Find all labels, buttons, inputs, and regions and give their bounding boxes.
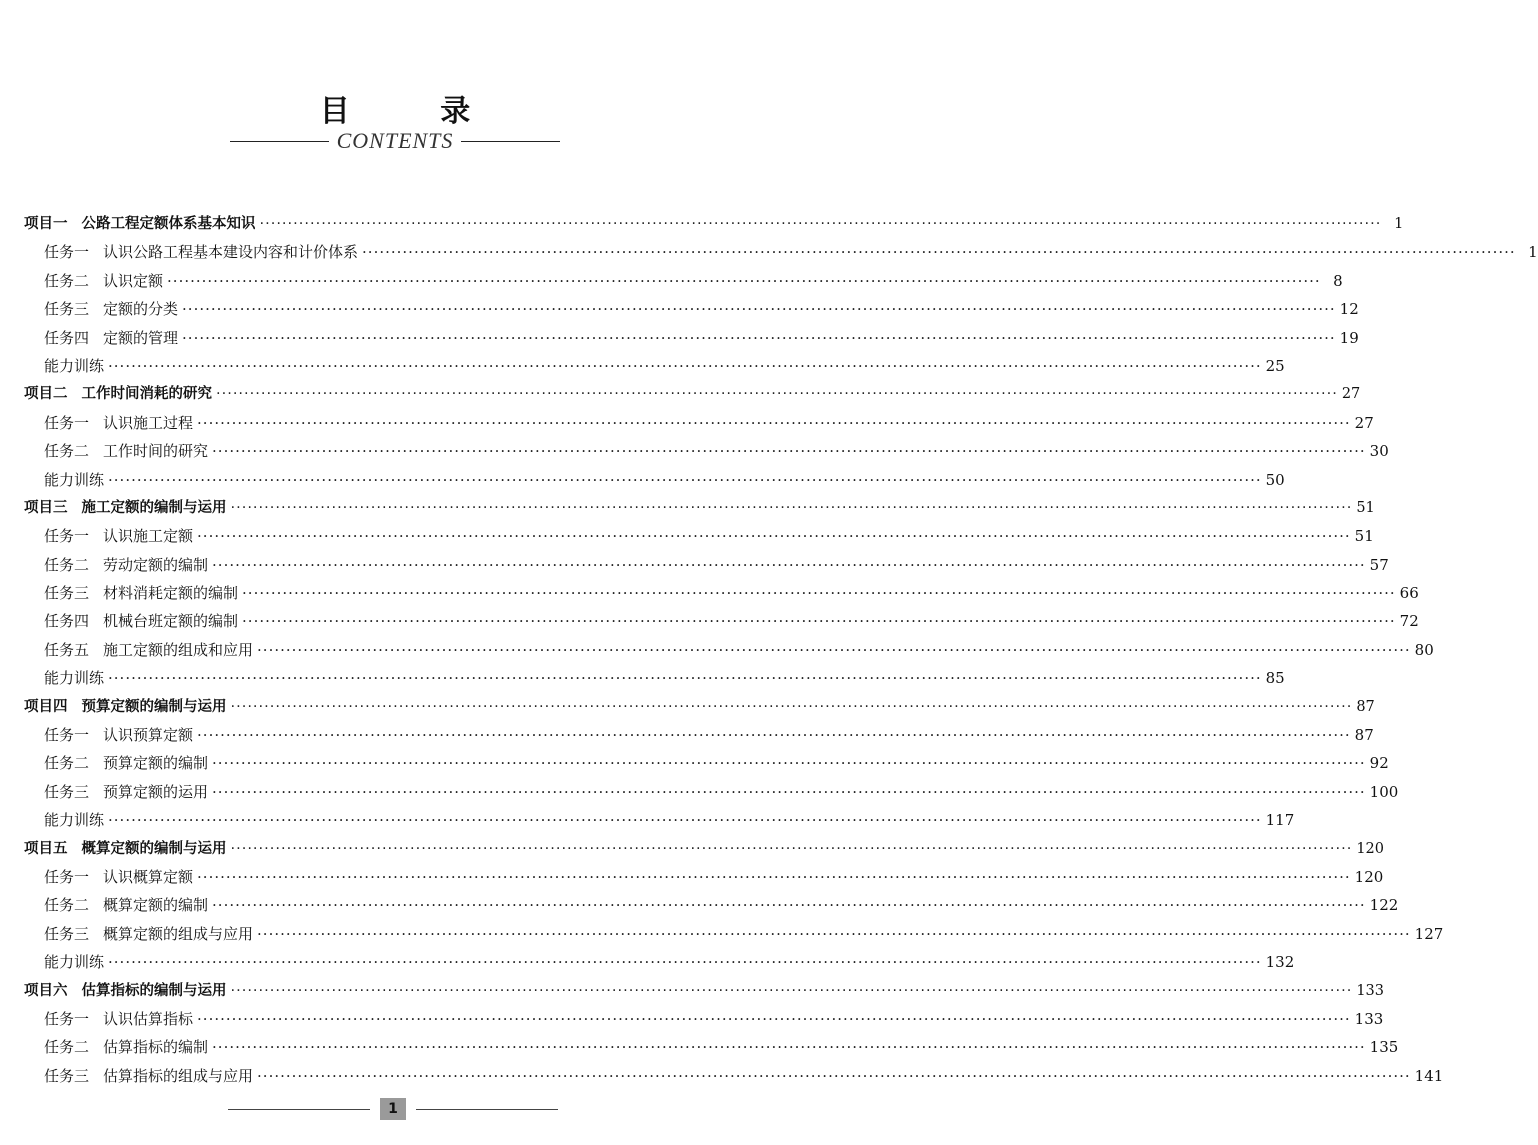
toc-entry-number: 任务三 <box>44 1066 90 1085</box>
toc-leader-dots: ········································································································································································································ <box>197 1009 1351 1028</box>
toc-task-row[interactable] <box>24 778 1399 806</box>
toc-task-row[interactable] <box>24 806 1295 834</box>
toc-leader-dots: ········································································································································································································ <box>212 1038 1366 1057</box>
toc-entry-title: 认识预算定额 <box>103 726 194 745</box>
toc-entry-title: 预算定额的运用 <box>103 782 209 801</box>
toc-page-number: 27 <box>1354 413 1374 432</box>
toc-entry-number: 任务四 <box>44 328 90 347</box>
toc-entry-number: 任务二 <box>44 555 90 574</box>
toc-entry-title: 工作时间的研究 <box>103 442 209 461</box>
toc-leader-dots: ········································································································································································································ <box>242 612 1396 631</box>
toc-leader-dots: ········································································································································································································ <box>212 782 1366 801</box>
toc-leader-dots: ········································································································································································································ <box>212 754 1366 773</box>
toc-page-number: 51 <box>1356 499 1375 516</box>
toc-page-number: 132 <box>1265 953 1295 972</box>
toc-page-number: 133 <box>1356 982 1385 999</box>
toc-page-number: 12 <box>1339 300 1359 319</box>
toc-entry-number: 任务二 <box>44 442 90 461</box>
toc-project-row[interactable] <box>24 494 1375 522</box>
toc-page-number: 50 <box>1265 470 1285 489</box>
toc-task-row[interactable] <box>24 352 1285 380</box>
toc-leader-dots: ········································································································································································································ <box>197 527 1351 546</box>
toc-page-number: 27 <box>1341 386 1361 403</box>
toc-entry-number: 任务三 <box>44 924 90 943</box>
page-subtitle: CONTENTS <box>336 128 454 153</box>
toc-leader-dots: ········································································································································································································ <box>242 584 1396 603</box>
toc-entry-number: 任务一 <box>44 1009 90 1028</box>
toc-page-number: 135 <box>1369 1038 1399 1057</box>
toc-task-row[interactable] <box>24 1033 1399 1061</box>
toc-page-number: 30 <box>1369 442 1389 461</box>
toc-leader-dots: ········································································································································································································ <box>182 328 1336 347</box>
toc-entry-number: 任务五 <box>44 640 90 659</box>
toc-leader-dots: ········································································································································································································ <box>108 953 1262 972</box>
toc-project-row[interactable] <box>24 693 1375 721</box>
toc-leader-dots: ········································································································································································································ <box>216 386 1338 403</box>
toc-page-number: 51 <box>1354 527 1374 546</box>
toc-entry-number: 项目三 <box>24 499 68 516</box>
toc-task-row[interactable] <box>24 1062 1444 1090</box>
toc-entry-title: 认识施工过程 <box>103 413 194 432</box>
toc-leader-dots: ········································································································································································································ <box>230 698 1353 715</box>
toc-leader-dots: ········································································································································································································ <box>212 442 1366 461</box>
toc-entry-title: 认识定额 <box>103 271 164 290</box>
toc-entry-number: 项目五 <box>24 840 68 857</box>
toc-entry-title: 认识公路工程基本建设内容和计价体系 <box>103 243 359 262</box>
toc-project-row[interactable] <box>24 380 1361 408</box>
toc-entry-title: 能力训练 <box>44 470 105 489</box>
toc-leader-dots: ········································································································································································································ <box>257 1066 1411 1085</box>
toc-entry-title: 估算指标的编制 <box>103 1038 209 1057</box>
toc-project-row[interactable] <box>24 977 1385 1005</box>
page-footer <box>228 1097 558 1121</box>
toc-entry-title: 劳动定额的编制 <box>103 555 209 574</box>
toc-entry-title: 公路工程定额体系基本知识 <box>81 216 256 232</box>
toc-task-row[interactable] <box>24 721 1374 749</box>
toc-task-row[interactable] <box>24 551 1389 579</box>
toc-entry-number: 项目二 <box>24 386 68 403</box>
toc-task-row[interactable] <box>24 295 1359 323</box>
toc-page-number: 133 <box>1354 1009 1384 1028</box>
toc-entry-title: 能力训练 <box>44 953 105 972</box>
subtitle-right-rule <box>461 141 560 142</box>
footer-left-rule <box>228 1109 370 1110</box>
toc-page-number: 92 <box>1369 754 1389 773</box>
page-number-badge: 1 <box>380 1098 406 1120</box>
toc-entry-number: 任务二 <box>44 754 90 773</box>
toc-entry-number: 任务一 <box>44 726 90 745</box>
toc-page-number: 122 <box>1369 896 1399 915</box>
toc-entry-number: 任务三 <box>44 584 90 603</box>
toc-page-number: 100 <box>1369 782 1399 801</box>
toc-entry-title: 材料消耗定额的编制 <box>103 584 239 603</box>
toc-entry-title: 施工定额的编制与运用 <box>81 499 227 516</box>
toc-task-row[interactable] <box>24 636 1434 664</box>
toc-leader-dots: ········································································································································································································ <box>182 300 1336 319</box>
toc-entry-number: 任务四 <box>44 612 90 631</box>
toc-leader-dots: ········································································································································································································ <box>230 982 1353 999</box>
toc-entry-title: 能力训练 <box>44 356 105 375</box>
toc-task-row[interactable] <box>24 409 1374 437</box>
toc-task-row[interactable] <box>24 522 1374 550</box>
toc-page-number: 19 <box>1339 328 1359 347</box>
toc-entry-title: 概算定额的组成与应用 <box>103 924 254 943</box>
toc-leader-dots: ········································································································································································································ <box>167 271 1321 290</box>
toc-entry-number: 任务二 <box>44 1038 90 1057</box>
toc-page-number: 120 <box>1354 867 1384 886</box>
toc-entry-number: 任务一 <box>44 243 90 262</box>
toc-page-number: 25 <box>1265 356 1285 375</box>
toc-page-number: 120 <box>1356 840 1385 857</box>
toc-task-row[interactable] <box>24 437 1389 465</box>
toc-entry-title: 能力训练 <box>44 669 105 688</box>
toc-entry-title: 认识概算定额 <box>103 867 194 886</box>
toc-entry-number: 项目四 <box>24 698 68 715</box>
toc-page-number: 80 <box>1414 640 1434 659</box>
toc-leader-dots: ········································································································································································································ <box>108 811 1262 830</box>
toc-task-row[interactable] <box>24 579 1419 607</box>
toc-leader-dots: ········································································································································································································ <box>257 640 1411 659</box>
toc-task-row[interactable] <box>24 664 1285 692</box>
toc-page-number: 8 <box>1333 271 1343 290</box>
toc-project-row[interactable] <box>24 210 1404 238</box>
toc-leader-dots: ········································································································································································································ <box>108 669 1262 688</box>
toc-entry-number: 任务一 <box>44 867 90 886</box>
toc-task-row[interactable] <box>24 863 1384 891</box>
toc-task-row[interactable] <box>24 749 1389 777</box>
toc-task-row[interactable] <box>24 267 1343 295</box>
toc-entry-number: 任务二 <box>44 271 90 290</box>
toc-leader-dots: ········································································································································································································ <box>197 867 1351 886</box>
toc-page-number: 66 <box>1399 584 1419 603</box>
toc-page-number: 57 <box>1369 555 1389 574</box>
toc-entry-number: 任务二 <box>44 896 90 915</box>
toc-task-row[interactable] <box>24 948 1295 976</box>
toc-entry-number: 项目一 <box>24 216 68 232</box>
toc-entry-title: 认识估算指标 <box>103 1009 194 1028</box>
subtitle-row <box>230 126 560 156</box>
toc-page-number: 87 <box>1356 698 1375 715</box>
toc-task-row[interactable] <box>24 1005 1384 1033</box>
toc-entry-title: 预算定额的编制 <box>103 754 209 773</box>
toc-leader-dots: ········································································································································································································ <box>212 555 1366 574</box>
toc-entry-title: 定额的管理 <box>103 328 179 347</box>
toc-page-number: 141 <box>1414 1066 1444 1085</box>
toc-leader-dots: ········································································································································································································ <box>197 413 1351 432</box>
toc-entry-title: 定额的分类 <box>103 300 179 319</box>
toc-leader-dots: ········································································································································································································ <box>197 726 1351 745</box>
toc-task-row[interactable] <box>24 891 1399 919</box>
toc-entry-title: 预算定额的编制与运用 <box>81 698 227 715</box>
toc-page-number: 1 <box>1528 243 1538 262</box>
toc-task-row[interactable] <box>24 920 1444 948</box>
toc-entry-title: 估算指标的组成与应用 <box>103 1066 254 1085</box>
toc-entry-title: 概算定额的编制 <box>103 896 209 915</box>
toc-page-number: 85 <box>1265 669 1285 688</box>
page-title: 目 录 <box>319 94 511 129</box>
toc-leader-dots: ········································································································································································································ <box>259 216 1382 232</box>
toc-leader-dots: ········································································································································································································ <box>362 243 1516 262</box>
toc-project-row[interactable] <box>24 835 1385 863</box>
toc-entry-title: 机械台班定额的编制 <box>103 612 239 631</box>
toc-entry-number: 任务三 <box>44 782 90 801</box>
toc-task-row[interactable] <box>24 238 1538 266</box>
toc-leader-dots: ········································································································································································································ <box>230 499 1353 516</box>
toc-entry-title: 工作时间消耗的研究 <box>81 386 212 403</box>
toc-entry-title: 认识施工定额 <box>103 527 194 546</box>
toc-page-number: 117 <box>1265 811 1295 830</box>
toc-task-row[interactable] <box>24 607 1419 635</box>
footer-right-rule <box>416 1109 558 1110</box>
toc-entry-number: 任务一 <box>44 413 90 432</box>
toc-task-row[interactable] <box>24 466 1285 494</box>
table-of-contents <box>24 210 1538 1090</box>
toc-entry-title: 能力训练 <box>44 811 105 830</box>
toc-page-number: 72 <box>1399 612 1419 631</box>
toc-page-number: 127 <box>1414 924 1444 943</box>
toc-page-number: 87 <box>1354 726 1374 745</box>
toc-entry-title: 估算指标的编制与运用 <box>81 982 227 999</box>
toc-entry-number: 项目六 <box>24 982 68 999</box>
toc-leader-dots: ········································································································································································································ <box>212 896 1366 915</box>
toc-leader-dots: ········································································································································································································ <box>257 924 1411 943</box>
toc-entry-number: 任务一 <box>44 527 90 546</box>
toc-entry-number: 任务三 <box>44 300 90 319</box>
toc-entry-title: 施工定额的组成和应用 <box>103 640 254 659</box>
toc-task-row[interactable] <box>24 324 1359 352</box>
toc-leader-dots: ········································································································································································································ <box>108 470 1262 489</box>
toc-leader-dots: ········································································································································································································ <box>108 356 1262 375</box>
subtitle-left-rule <box>230 141 329 142</box>
toc-entry-title: 概算定额的编制与运用 <box>81 840 227 857</box>
toc-leader-dots: ········································································································································································································ <box>230 840 1353 857</box>
toc-page-number: 1 <box>1394 216 1404 232</box>
